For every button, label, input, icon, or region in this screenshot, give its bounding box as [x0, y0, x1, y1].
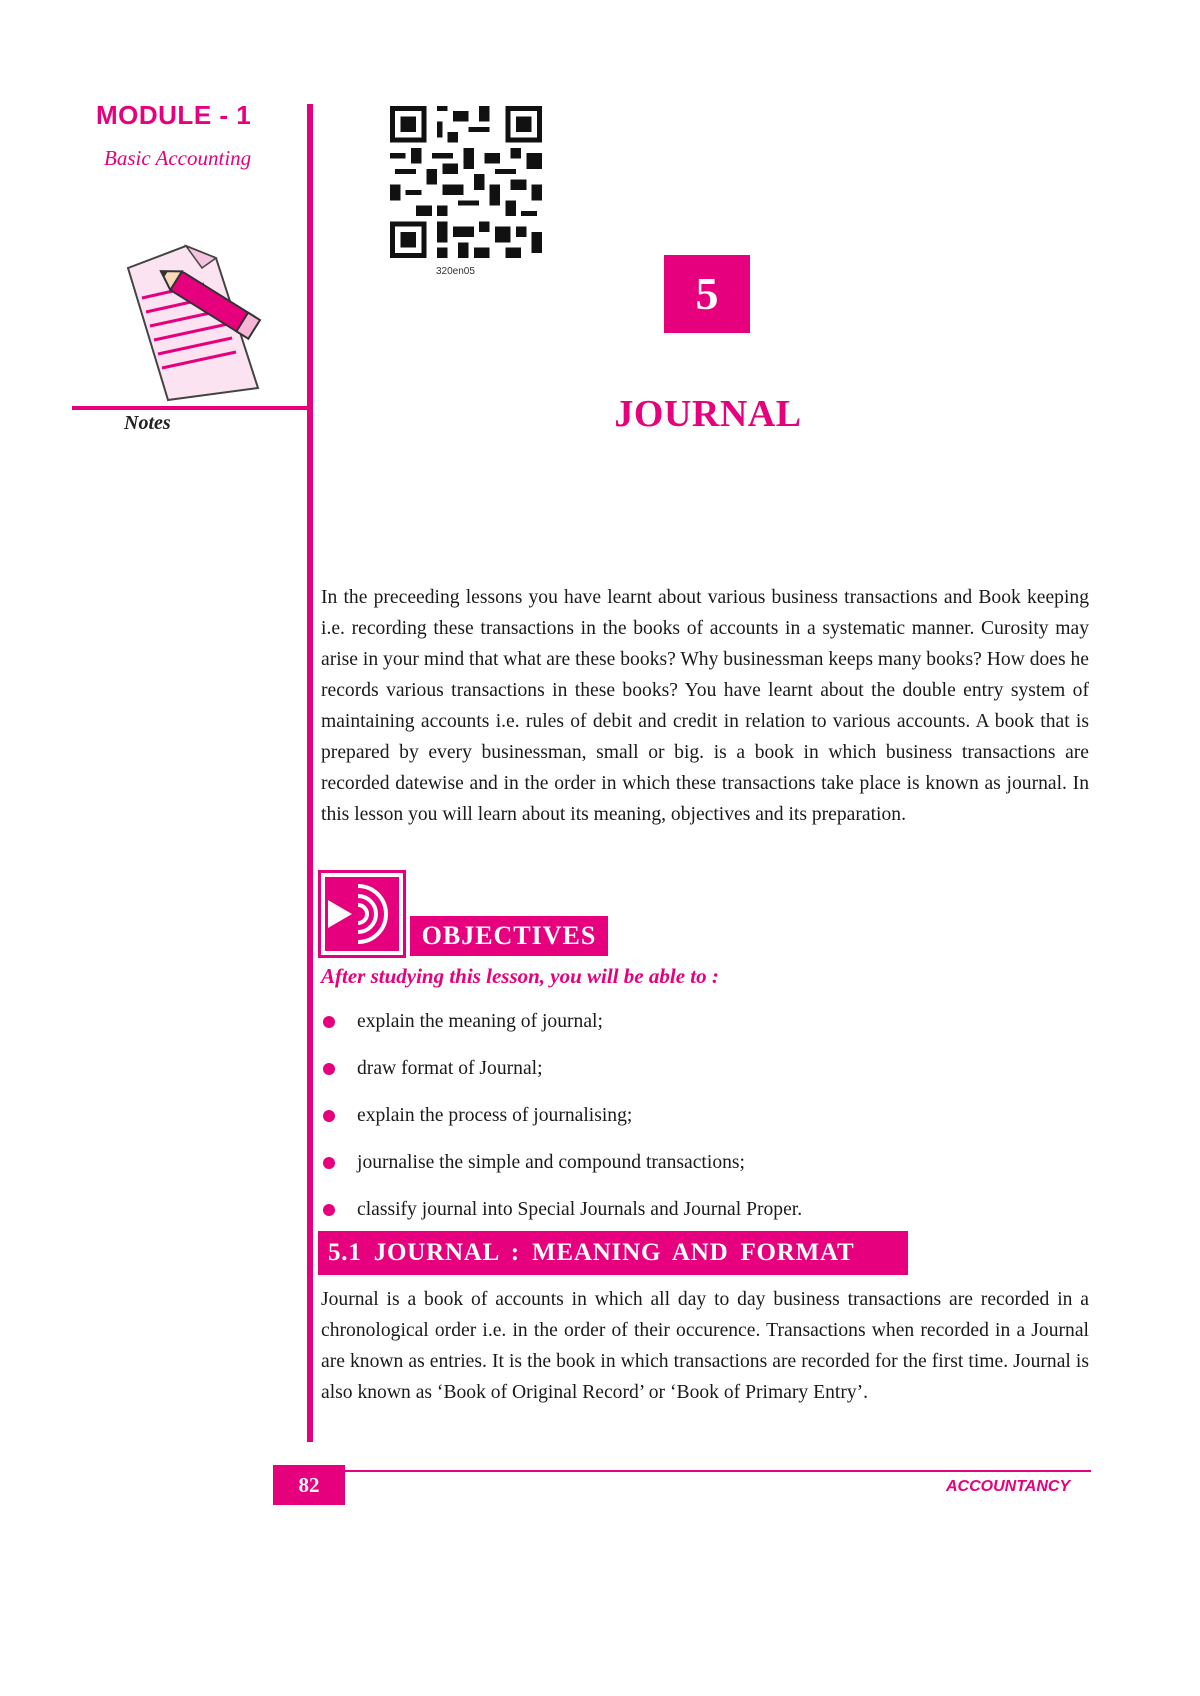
notes-divider [72, 406, 310, 410]
section-paragraph: Journal is a book of accounts in which all day to day business transactions are recorded in a chronological order i.e. in the order of their occurence. Transactions when recorded in a Journal are known as entries. It is the book in which transactions are recorded for the first time. Journal is also known as ‘Book of Original Record’ or ‘Book of Primary Entry’. [321, 1289, 1089, 1403]
bullet-icon [323, 1016, 335, 1028]
qr-code-label: 320en05 [436, 266, 475, 277]
objectives-list [321, 1008, 802, 1243]
list-item [321, 1149, 802, 1196]
footer-rule [345, 1470, 1091, 1472]
objectives-heading: OBJECTIVES [410, 916, 608, 956]
objective-text: explain the process of journalising; [357, 1105, 633, 1126]
bullet-icon [323, 1063, 335, 1075]
notes-pencil-icon [108, 238, 288, 408]
section-heading: 5.1 JOURNAL : MEANING AND FORMAT [318, 1231, 908, 1275]
module-title: MODULE - 1 [96, 100, 252, 130]
objective-text: journalise the simple and compound transactions; [357, 1152, 745, 1173]
page-number: 82 [273, 1465, 345, 1505]
intro-paragraph: In the preceeding lessons you have learnt about various business transactions and Book keeping i.e. recording these transactions in the books of accounts in a systematic manner. Curosity may arise in your mind that what are these books? Why businessman keeps many books? How does he records various transactions in these books? You have learnt about the double entry system of maintaining accounts i.e. rules of debit and credit in relation to various accounts. A book that is prepared by every businessman, small or big. is a book in which business transactions are recorded datewise and in the order in which these transactions take place is known as journal. In this lesson you will learn about its meaning, objectives and its preparation. [321, 587, 1089, 825]
chapter-title: JOURNAL [614, 393, 802, 435]
objective-text: explain the meaning of journal; [357, 1011, 603, 1032]
notes-label: Notes [124, 412, 171, 434]
margin-rule [307, 104, 313, 1442]
objective-text: classify journal into Special Journals and Journal Proper. [357, 1199, 803, 1220]
bullet-icon [323, 1110, 335, 1122]
list-item [321, 1055, 802, 1102]
list-item [321, 1102, 802, 1149]
footer-subject: ACCOUNTANCY [946, 1478, 1071, 1495]
bullet-icon [323, 1157, 335, 1169]
list-item [321, 1008, 802, 1055]
chapter-number: 5 [664, 255, 750, 333]
module-subtitle: Basic Accounting [104, 146, 252, 170]
objective-text: draw format of Journal; [357, 1058, 543, 1079]
qr-code-icon [390, 106, 542, 258]
objectives-intro: After studying this lesson, you will be able to : [321, 964, 719, 988]
bullet-icon [323, 1204, 335, 1216]
target-icon [318, 870, 406, 958]
